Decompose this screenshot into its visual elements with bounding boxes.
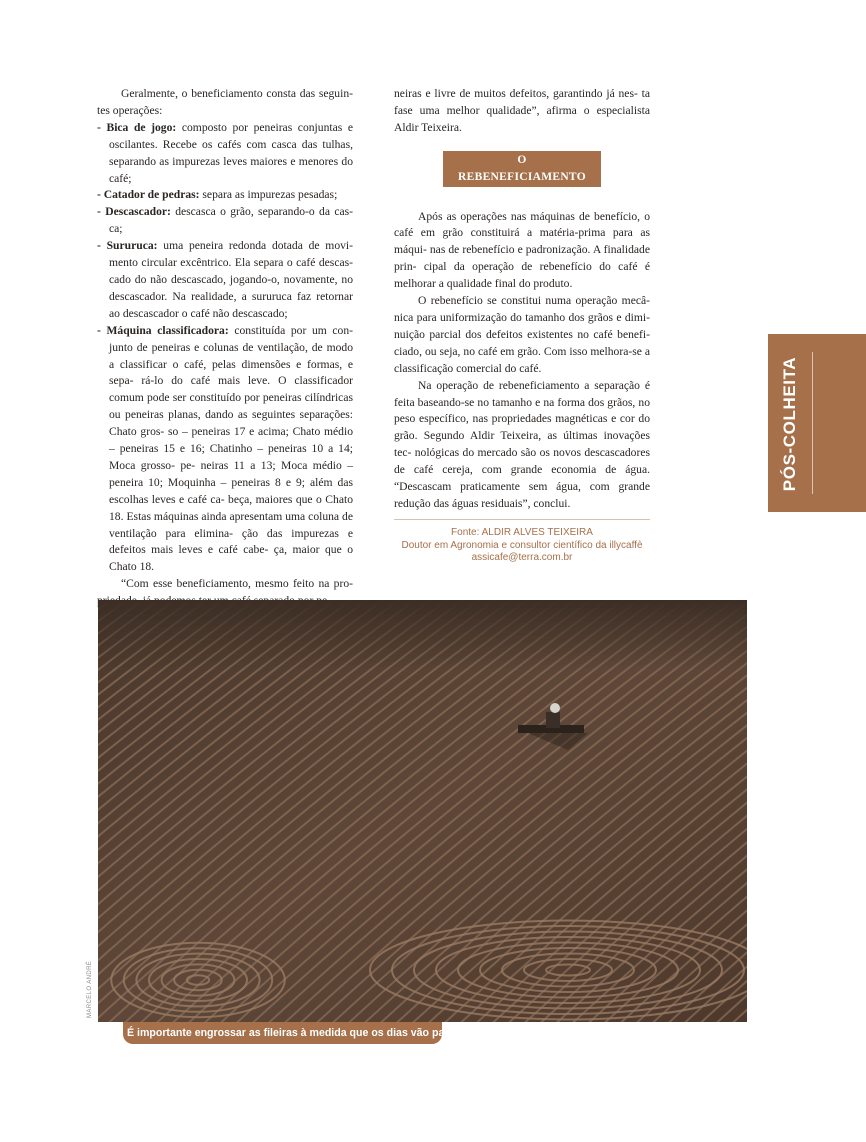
- source-box: [394, 519, 650, 565]
- intro-paragraph: Geralmente, o beneficiamento consta das seguin- tes operações:: [97, 87, 353, 117]
- field-illustration: [98, 600, 747, 1022]
- item-term: - Bica de jogo:: [97, 120, 177, 134]
- item-term: - Sururuca:: [97, 239, 158, 253]
- left-column: [97, 86, 353, 610]
- item-text: composto por peneiras conjuntas e oscilantes. Recebe os cafés com casca das tulhas, separando as impurezas leves maiores e menores do café;: [109, 120, 353, 185]
- body-paragraph: O rebenefício se constitui numa operação mecâ- nica para uniformização do tamanho dos grãos e dimi- nuição parcial dos defeitos existentes no café benefi- ciado, ou seja, no café em grão. Com isso melhora-se a classificação comercial do café.: [394, 294, 650, 375]
- photo-credit: MARCELO ANDRÉ: [87, 960, 93, 1018]
- source-email: assicafe@terra.com.br: [471, 552, 573, 563]
- section-heading-label: O REBENEFICIAMENTO: [443, 151, 601, 187]
- item-text: separa as impurezas pesadas;: [199, 188, 338, 202]
- item-text: constituída por um con- junto de peneiras e colunas de ventilação, de modo a classificar o café, pelas dimensões e formas, e sepa- rá-lo do café mais leve. O classificador comum pode ser constituído por peneiras cilíndricas ou peneiras planas, dando as seguintes separações: Chato gros- so – peneiras 17 e acima; Chato médio – peneiras 15 e 16; Chatinho – peneiras 10 a 14; Moca grosso- pe- neiras 11 a 13; Moca médio – peneira 10; Moquinha – peneiras 8 e 9; além das escolhas leves e café ca- beça, maiores que o Chato 18. Estas máquinas ainda apresentam uma coluna de ventilação para elimina- ção das impurezas e defeitos mais leves e café cabe- ça, maior que o Chato 18.: [109, 323, 353, 574]
- source-author: Fonte: ALDIR ALVES TEIXEIRA: [451, 527, 593, 538]
- body-paragraph: Após as operações nas máquinas de benefício, o café em grão constituirá a matéria-prima para as máqui- nas de rebenefício e padronização. A finalidade prin- cipal da operação de rebenefício do café é melhorar a qualidade final do produto.: [394, 209, 650, 291]
- quote-continuation: neiras e livre de muitos defeitos, garantindo já nes- ta fase uma melhor qualidade”, afirma o especialista Aldir Teixeira.: [394, 87, 650, 134]
- item-text: uma peneira redonda dotada de movi- mento circular excêntrico. Ela separa o café descas- cado do não descascado, jogando-o, novamente, no descascador. Na realidade, a sururuca faz retornar ao descascador o café não descascado;: [109, 239, 353, 320]
- list-item: [97, 120, 353, 188]
- item-term: - Descascador:: [97, 205, 171, 219]
- list-item: [97, 204, 353, 238]
- source-title: Doutor em Agronomia e consultor científico da illycaffè: [401, 539, 643, 551]
- photo-caption: É importante engrossar as fileiras à medida que os dias vão passando: [123, 1022, 442, 1044]
- item-term: - Catador de pedras:: [97, 188, 200, 202]
- right-column: [394, 86, 650, 513]
- list-item: [97, 238, 353, 323]
- item-term: - Máquina classificadora:: [97, 323, 229, 337]
- list-item: [97, 323, 353, 577]
- body-paragraph: Na operação de rebeneficiamento a separação é feita baseando-se no tamanho e na forma dos grãos, no peso específico, nas propriedades magnéticas e cor do grão. Segundo Aldir Teixeira, as últimas inovações tec- nológicas do mercado são os novos descascadores de café cereja, com grande economia de água. “Descascam praticamente sem água, com grande redução das águas residuais”, conclui.: [394, 378, 650, 510]
- quote-paragraph: “Com esse beneficiamento, mesmo feito na pro-: [121, 577, 353, 591]
- list-item: [97, 187, 353, 204]
- side-tab-label: PÓS-COLHEITA: [780, 356, 799, 492]
- item-text: descasca o grão, separando-o da cas- ca;: [109, 205, 353, 236]
- side-tab-divider: [812, 352, 813, 494]
- section-heading: [394, 151, 650, 187]
- coffee-drying-field-photo: [98, 600, 747, 1022]
